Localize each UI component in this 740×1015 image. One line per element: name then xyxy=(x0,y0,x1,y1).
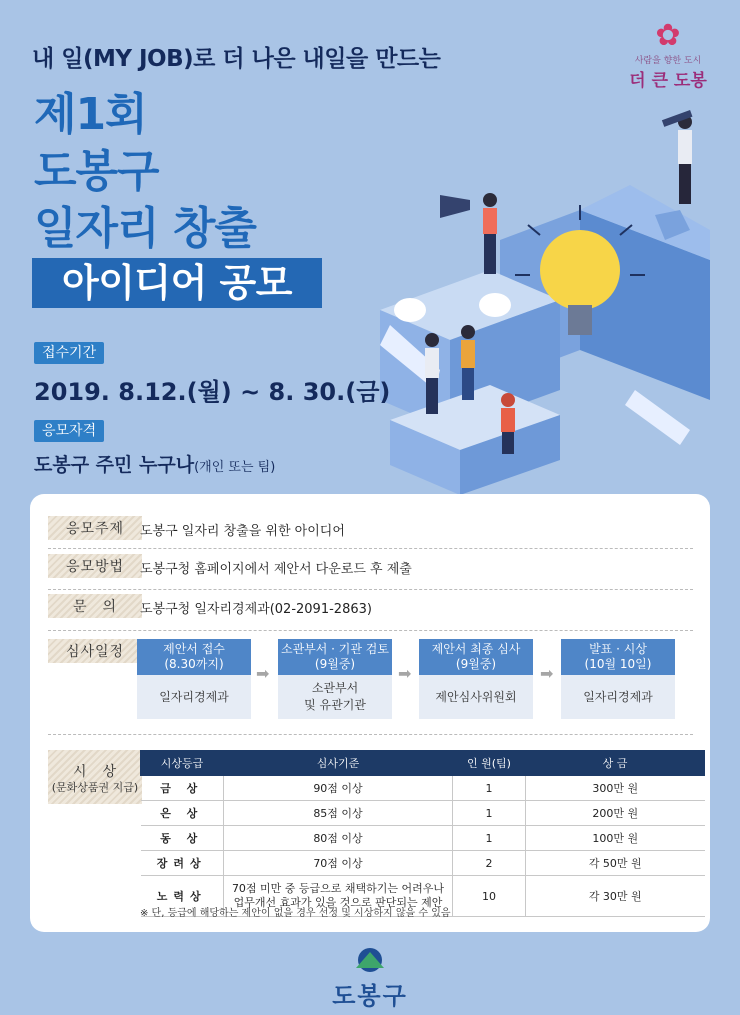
table-row xyxy=(141,826,705,851)
step-owner: 소관부서 xyxy=(311,681,359,695)
dobong-logo xyxy=(318,946,422,1011)
schedule-step xyxy=(419,639,533,719)
step-owner: 제안심사위원회 xyxy=(435,689,517,704)
table-cell: 80점 이상 xyxy=(224,826,453,851)
details-card xyxy=(30,494,710,932)
step-date: (10월 10일) xyxy=(584,657,652,671)
table-cell: 1 xyxy=(453,801,526,826)
period-tag: 접수기간 xyxy=(34,342,104,364)
table-cell: 각 30만 원 xyxy=(526,876,705,917)
contact-label: 문 의 xyxy=(48,594,142,618)
topic-label: 응모주제 xyxy=(48,516,142,540)
step-date: (9월중) xyxy=(455,657,497,671)
table-cell: 200만 원 xyxy=(526,801,705,826)
step-date: (9월중) xyxy=(314,657,356,671)
eligibility-note: (개인 또는 팀) xyxy=(194,460,276,475)
mountain-icon xyxy=(350,946,390,972)
step-date: (8.30까지) xyxy=(164,657,224,671)
step-owner-sub: 및 유관기관 xyxy=(304,698,366,712)
col-header: 상 금 xyxy=(526,751,705,776)
arrow-right-icon: ➡ xyxy=(540,664,554,683)
eligibility-tag: 응모자격 xyxy=(34,420,104,442)
schedule-label: 심사일정 xyxy=(48,639,142,663)
prize-label xyxy=(48,750,142,804)
col-header: 시상등급 xyxy=(141,751,224,776)
title-line1: 제1회 xyxy=(34,89,147,140)
title-line3: 일자리 창출 xyxy=(34,203,256,254)
arrow-right-icon: ➡ xyxy=(398,664,412,683)
divider xyxy=(48,589,693,590)
table-row xyxy=(141,851,705,876)
footnote: ※ 단, 등급에 해당하는 제안이 없을 경우 선정 및 시상하지 않을 수 있음 xyxy=(140,908,451,919)
arrow-right-icon: ➡ xyxy=(256,664,270,683)
step-owner: 일자리경제과 xyxy=(583,689,653,704)
title-line2: 도봉구 xyxy=(34,146,159,197)
table-cell: 노력상 xyxy=(141,876,224,917)
topic-value: 도봉구 일자리 창출을 위한 아이디어 xyxy=(140,524,345,539)
divider xyxy=(48,734,693,735)
table-cell: 100만 원 xyxy=(526,826,705,851)
divider xyxy=(48,630,693,631)
step-title: 소관부서 · 기관 검토 xyxy=(281,642,389,656)
table-cell: 동 상 xyxy=(141,826,224,851)
table-cell: 각 50만 원 xyxy=(526,851,705,876)
step-owner: 일자리경제과 xyxy=(159,689,229,704)
org-name: 도봉구 xyxy=(332,982,408,1010)
prize-label-sub: (문화상품권 지급) xyxy=(51,780,139,794)
flower-icon: ✿ xyxy=(655,18,681,53)
schedule-step xyxy=(278,639,392,719)
table-cell: 10 xyxy=(453,876,526,917)
table-cell: 1 xyxy=(453,776,526,801)
method-value: 도봉구청 홈페이지에서 제안서 다운로드 후 제출 xyxy=(140,562,412,577)
megaphone-icon xyxy=(440,195,470,218)
table-row xyxy=(141,776,705,801)
table-cell: 90점 이상 xyxy=(224,776,453,801)
contact-value: 도봉구청 일자리경제과(02-2091-2863) xyxy=(140,602,372,617)
period-text: 2019. 8.12.(월) ~ 8. 30.(금) xyxy=(34,378,391,406)
table-cell: 은 상 xyxy=(141,801,224,826)
table-cell: 70점 이상 xyxy=(224,851,453,876)
table-row xyxy=(141,801,705,826)
step-title: 발표 · 시상 xyxy=(589,642,647,656)
eligibility-text xyxy=(34,450,275,477)
prize-label-main: 시 상 xyxy=(72,763,118,780)
schedule-step xyxy=(137,639,251,719)
table-cell: 금 상 xyxy=(141,776,224,801)
light-bulb-icon xyxy=(540,230,620,310)
schedule-step xyxy=(561,639,675,719)
speech-bubble-icon xyxy=(394,298,426,322)
table-cell: 85점 이상 xyxy=(224,801,453,826)
step-title: 제안서 접수 xyxy=(163,642,225,656)
col-header: 인 원(팀) xyxy=(453,751,526,776)
eligibility-main: 도봉구 주민 누구나 xyxy=(34,454,195,476)
city-slogan-small: 사람을 향한 도시 xyxy=(634,56,702,66)
table-cell: 70점 미만 중 등급으로 채택하기는 어려우나 업무개선 효과가 있을 것으로 판단되는 제안 xyxy=(224,876,453,917)
title-badge: 아이디어 공모 xyxy=(32,258,322,308)
prize-table xyxy=(140,750,705,917)
col-header: 심사기준 xyxy=(224,751,453,776)
step-title: 제안서 최종 심사 xyxy=(431,642,521,656)
divider xyxy=(48,548,693,549)
city-slogan: 더 큰 도봉 xyxy=(629,71,707,91)
table-cell: 2 xyxy=(453,851,526,876)
city-logo xyxy=(620,18,716,104)
subtitle: 내 일(MY JOB)로 더 나은 내일을 만드는 xyxy=(32,46,441,72)
table-cell: 1 xyxy=(453,826,526,851)
illustration xyxy=(380,100,720,495)
method-label: 응모방법 xyxy=(48,554,142,578)
table-cell: 300만 원 xyxy=(526,776,705,801)
table-cell: 장려상 xyxy=(141,851,224,876)
